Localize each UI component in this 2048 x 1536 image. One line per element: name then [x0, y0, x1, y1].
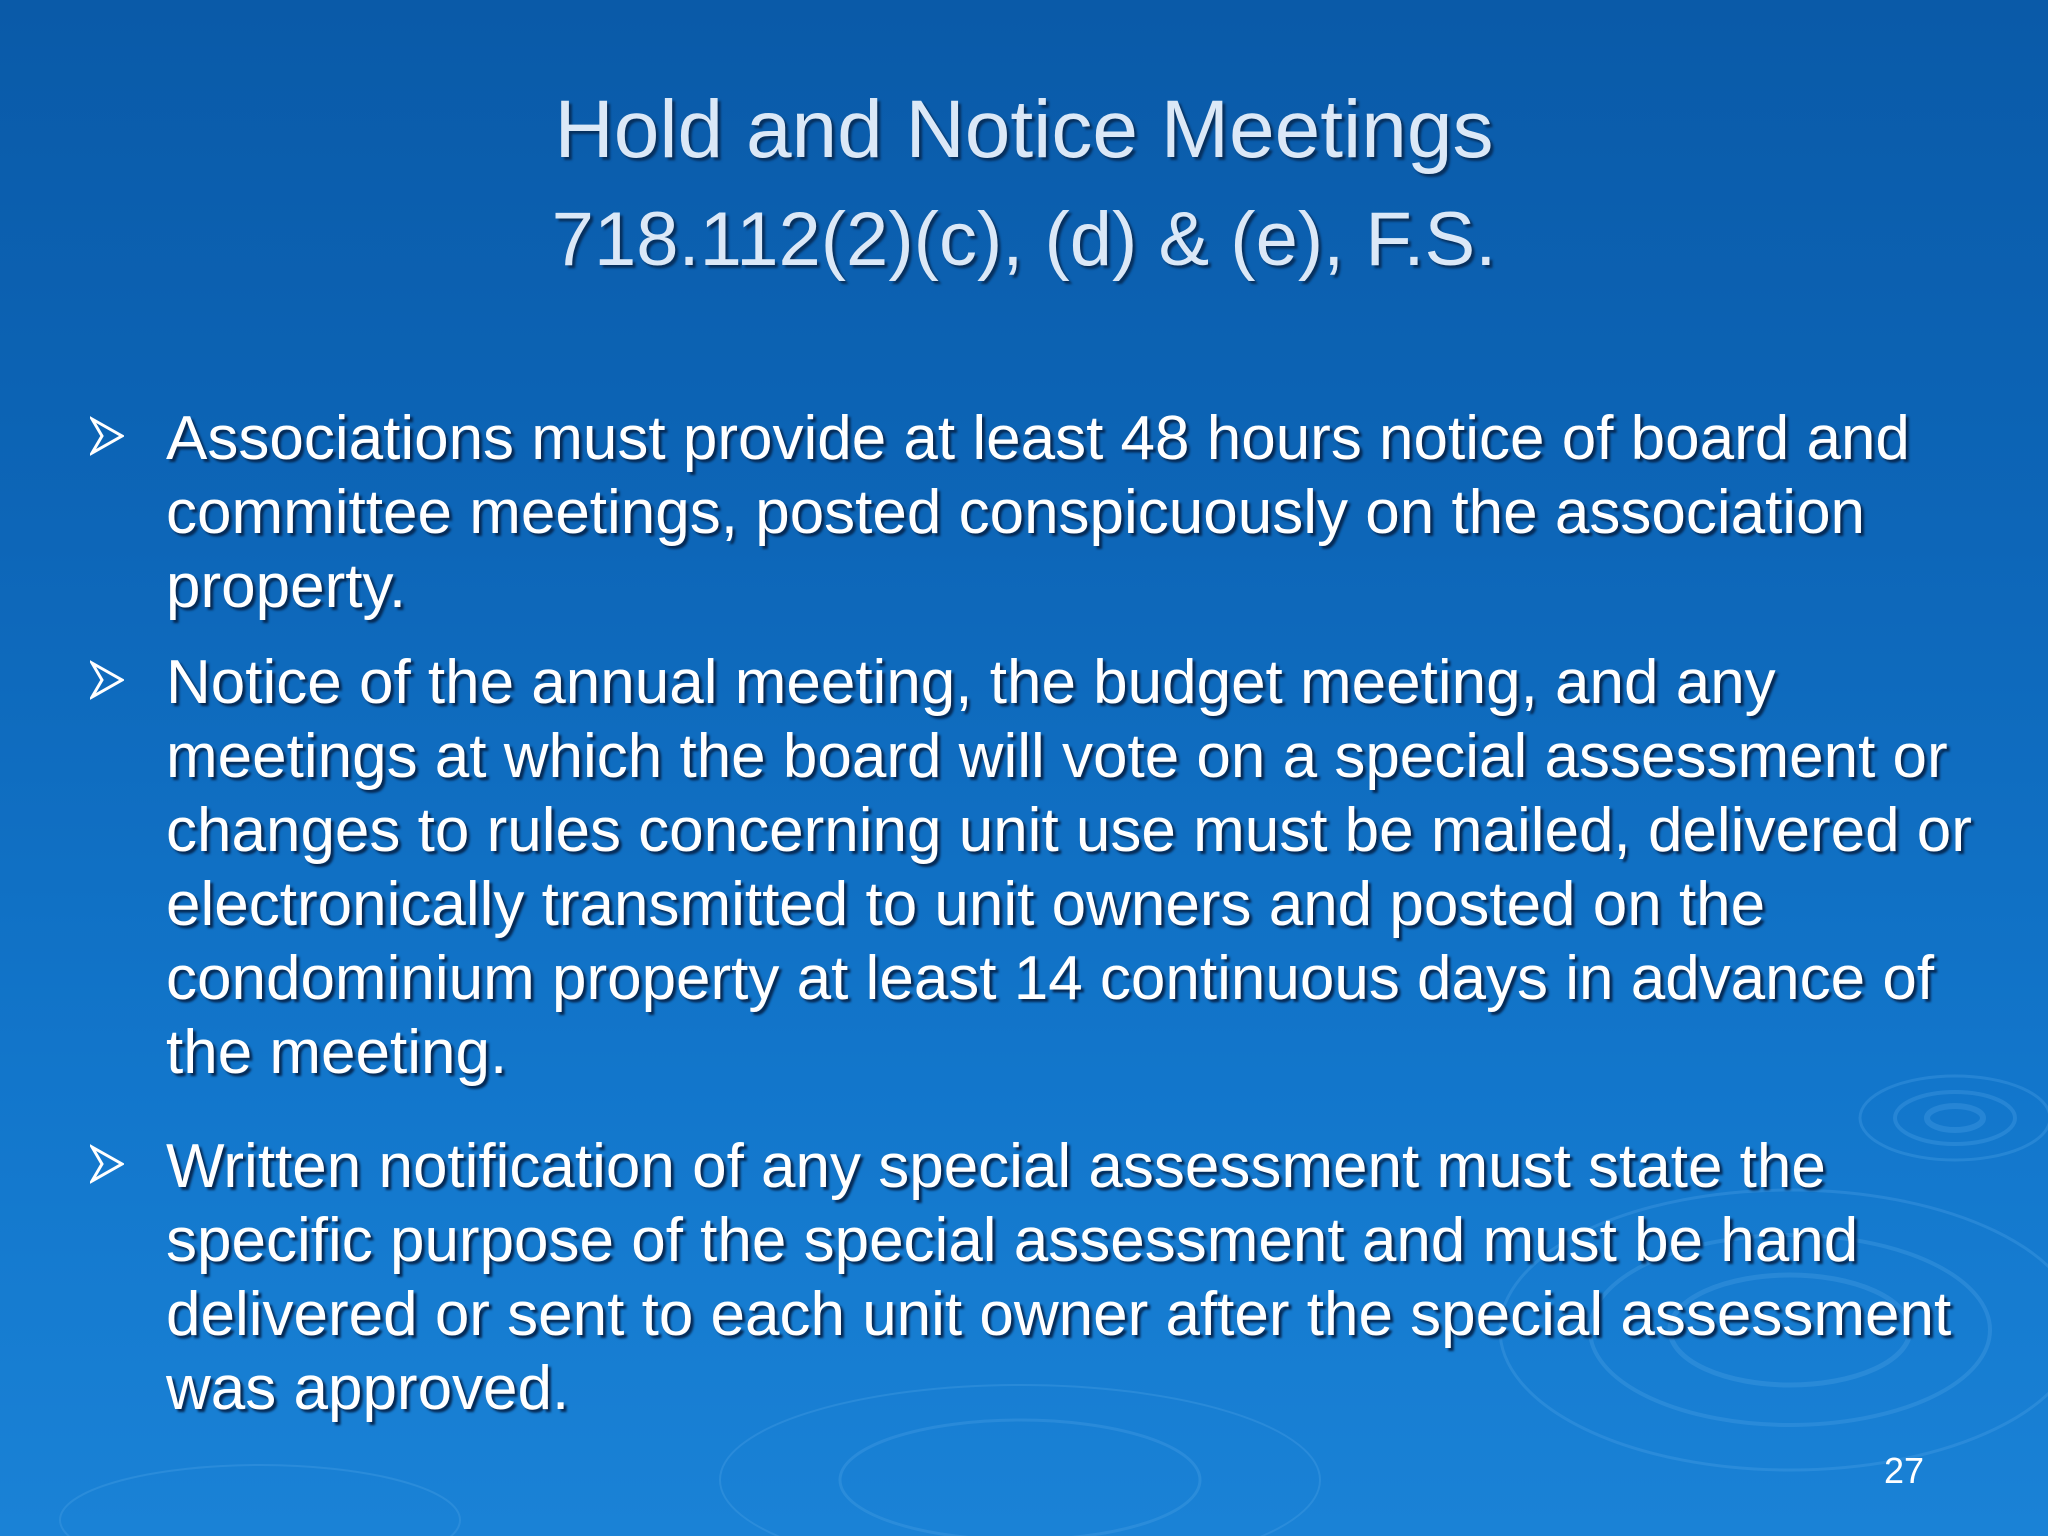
bullet-text: Associations must provide at least 48 hours notice of board and committee meetings, posted conspicuously on the association property.	[166, 404, 1910, 621]
slide-title: Hold and Notice Meetings	[554, 84, 1494, 175]
bullet-item	[90, 646, 1980, 1090]
arrow-bullet-icon	[90, 660, 124, 700]
arrow-bullet-icon	[90, 1144, 124, 1184]
title-block	[0, 80, 2048, 290]
bullet-text: Notice of the annual meeting, the budget meeting, and any meetings at which the board will vote on a special assessment or changes to rules concerning unit use must be mailed, delivered or electronically transmitted to unit owners and posted on the condominium property at least 14 continuous days in advance of the meeting.	[166, 648, 1972, 1087]
arrow-bullet-icon	[90, 416, 124, 456]
slide-subtitle: 718.112(2)(c), (d) & (e), F.S.	[551, 197, 1497, 282]
bullet-text: Written notification of any special assessment must state the specific purpose of the special assessment and must be hand delivered or sent to each unit owner after the special assessment was approved.	[166, 1132, 1952, 1423]
page-number: 27	[1883, 1450, 1924, 1491]
bullet-item	[90, 1130, 1980, 1426]
bullet-item	[90, 402, 1980, 624]
bullet-list	[90, 402, 1980, 1426]
